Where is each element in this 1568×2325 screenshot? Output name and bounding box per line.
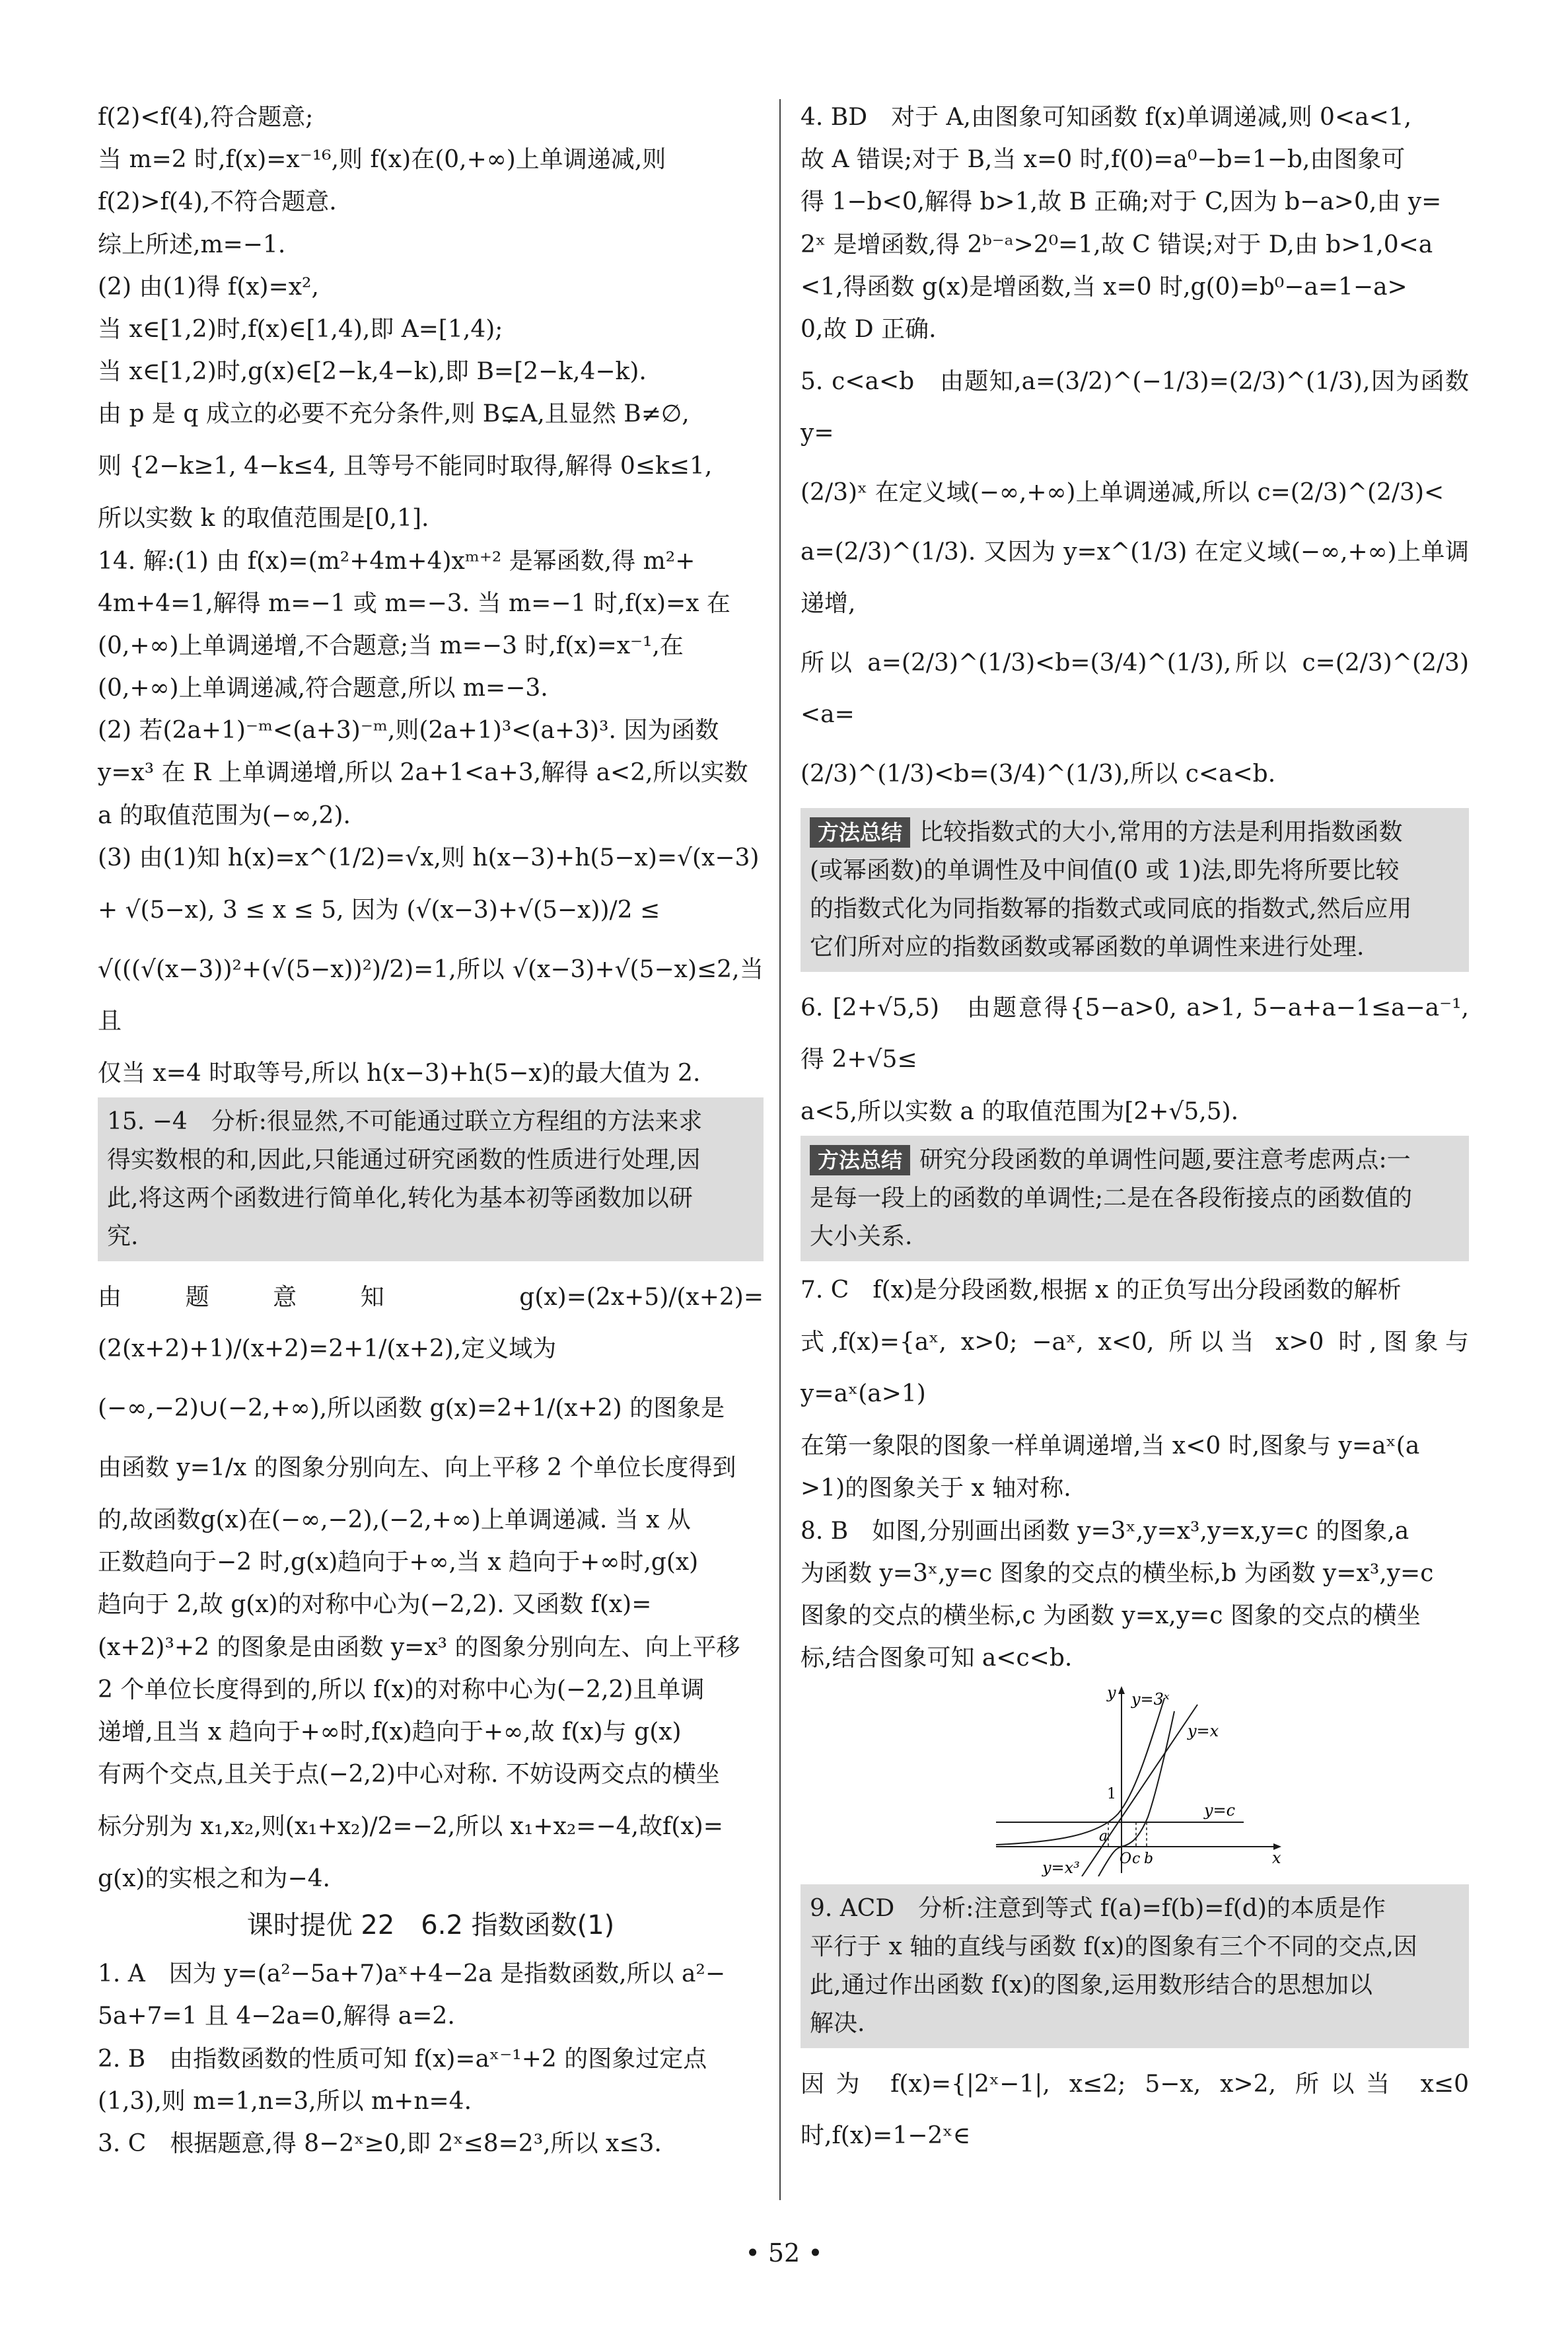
text-line: 由题意知 g(x)=(2x+5)/(x+2)=(2(x+2)+1)/(x+2)=2+1/(x+2),定义域为 xyxy=(98,1284,764,1362)
text-line: 0,故 D 正确. xyxy=(801,315,937,343)
text-line: 所以 a=(2/3)^(1/3)<b=(3/4)^(1/3),所以 c=(2/3)^(2/3)<a= xyxy=(801,649,1470,728)
text-line: 8. B 如图,分别画出函数 y=3ˣ,y=x³,y=x,y=c 的图象,a xyxy=(801,1517,1409,1545)
text-line: (1,3),则 m=1,n=3,所以 m+n=4. xyxy=(98,2087,472,2115)
one-label: 1 xyxy=(1107,1786,1116,1803)
text-line: 此,将这两个函数进行简单化,转化为基本初等函数加以研 xyxy=(107,1185,693,1212)
text-line: f(2)>f(4),不符合题意. xyxy=(98,188,337,216)
exp-curve-label: y=3ˣ xyxy=(1131,1690,1170,1709)
text-line: a 的取值范围为(−∞,2). xyxy=(98,801,351,829)
text-line: √(((√(x−3))²+(√(5−x))²)/2)=1,所以 √(x−3)+√(5−x)≤2,当且 xyxy=(98,955,764,1035)
text-line: 标,结合图象可知 a<c<b. xyxy=(801,1644,1073,1672)
text-line: 2 个单位长度得到的,所以 f(x)的对称中心为(−2,2)且单调 xyxy=(98,1676,705,1703)
text-line: 递增,且当 x 趋向于+∞时,f(x)趋向于+∞,故 f(x)与 g(x) xyxy=(98,1718,682,1746)
line-label: y=x xyxy=(1188,1722,1219,1741)
text-line: 平行于 x 轴的直线与函数 f(x)的图象有三个不同的交点,因 xyxy=(810,1933,1417,1961)
c-label: c xyxy=(1132,1851,1141,1868)
text-line: (3) 由(1)知 h(x)=x^(1/2)=√x,则 h(x−3)+h(5−x)=√(x−3) xyxy=(98,844,760,871)
text-line: 式,f(x)={aˣ, x>0; −aˣ, x<0, 所以当 x>0 时,图象与 y=aˣ(a>1) xyxy=(801,1329,1477,1408)
text-line: 它们所对应的指数函数或幂函数的单调性来进行处理. xyxy=(810,933,1365,961)
text-line: 故 A 错误;对于 B,当 x=0 时,f(0)=a⁰−b=1−b,由图象可 xyxy=(801,146,1406,174)
text-line: 当 x∈[1,2)时,f(x)∈[1,4),即 A=[1,4); xyxy=(98,315,503,343)
text-line: 2ˣ 是增函数,得 2ᵇ⁻ᵃ>2⁰=1,故 C 错误;对于 D,由 b>1,0<a xyxy=(801,231,1433,258)
text-line: >1)的图象关于 x 轴对称. xyxy=(801,1475,1071,1502)
text-line: 标分别为 x₁,x₂,则(x₁+x₂)/2=−2,所以 x₁+x₂=−4,故f(x)= xyxy=(98,1813,723,1841)
left-column xyxy=(98,99,764,2168)
const-label: y=c xyxy=(1204,1801,1236,1820)
column-divider xyxy=(779,99,781,2200)
x-axis-label: x xyxy=(1272,1849,1281,1868)
text-line: <1,得函数 g(x)是增函数,当 x=0 时,g(0)=b⁰−a=1−a> xyxy=(801,273,1408,301)
text-line: 9. ACD 分析:注意到等式 f(a)=f(b)=f(d)的本质是作 xyxy=(810,1895,1386,1923)
text-line: 4m+4=1,解得 m=−1 或 m=−3. 当 m=−1 时,f(x)=x 在 xyxy=(98,589,731,617)
text-line: 正数趋向于−2 时,g(x)趋向于+∞,当 x 趋向于+∞时,g(x) xyxy=(98,1549,699,1576)
text-line: 此,通过作出函数 f(x)的图象,运用数形结合的思想加以 xyxy=(810,1972,1373,1999)
method-tag: 方法总结 xyxy=(810,817,910,848)
text-line: 1. A 因为 y=(a²−5a+7)aˣ+4−2a 是指数函数,所以 a²− xyxy=(98,1960,726,1988)
method-summary-box-2 xyxy=(801,1136,1469,1261)
text-line: 得 1−b<0,解得 b>1,故 B 正确;对于 C,因为 b−a>0,由 y= xyxy=(801,188,1442,216)
text-line: + √(5−x), 3 ≤ x ≤ 5, 因为 (√(x−3)+√(5−x))/2 ≤ xyxy=(98,896,660,924)
text-line: 3. C 根据题意,得 8−2ˣ≥0,即 2ˣ≤8=2³,所以 x≤3. xyxy=(98,2129,662,2157)
text-line: (0,+∞)上单调递减,符合题意,所以 m=−3. xyxy=(98,675,548,702)
text-line: (或幂函数)的单调性及中间值(0 或 1)法,即先将所要比较 xyxy=(810,856,1400,884)
y-axis-arrow xyxy=(1118,1686,1125,1694)
text-line: 6. [2+√5,5) 由题意得{5−a>0, a>1, 5−a+a−1≤a−a⁻¹, 得 2+√5≤ xyxy=(801,994,1477,1073)
text-line: a<5,所以实数 a 的取值范围为[2+√5,5). xyxy=(801,1097,1239,1125)
text-line: 大小关系. xyxy=(810,1223,913,1251)
text-line: 5. c<a<b 由题知,a=(3/2)^(−1/3)=(2/3)^(1/3),因为函数 y= xyxy=(801,367,1477,447)
origin-label: O xyxy=(1120,1851,1132,1868)
text-line: 15. −4 分析:很显然,不可能通过联立方程组的方法来求 xyxy=(107,1108,703,1135)
method-tag: 方法总结 xyxy=(810,1145,910,1175)
cubic-label: y=x³ xyxy=(1042,1859,1080,1877)
text-line: (2) 由(1)得 f(x)=x², xyxy=(98,273,319,301)
text-line: 仅当 x=4 时取等号,所以 h(x−3)+h(5−x)的最大值为 2. xyxy=(98,1059,701,1087)
text-line: (−∞,−2)∪(−2,+∞),所以函数 g(x)=2+1/(x+2) 的图象是 xyxy=(98,1395,725,1422)
text-line: 4. BD 对于 A,由图象可知函数 f(x)单调递减,则 0<a<1, xyxy=(801,104,1412,131)
text-line: 的指数式化为同指数幂的指数式或同底的指数式,然后应用 xyxy=(810,895,1412,922)
text-line: 14. 解:(1) 由 f(x)=(m²+4m+4)xᵐ⁺² 是幂函数,得 m²+ xyxy=(98,547,695,575)
text-line: 由 p 是 q 成立的必要不充分条件,则 B⊊A,且显然 B≠∅, xyxy=(98,400,690,428)
text-line: 2. B 由指数函数的性质可知 f(x)=aˣ⁻¹+2 的图象过定点 xyxy=(98,2045,707,2073)
method-summary-box-1 xyxy=(801,808,1469,972)
text-line: (0,+∞)上单调递增,不合题意;当 m=−3 时,f(x)=x⁻¹,在 xyxy=(98,632,684,659)
y-axis-label: y xyxy=(1107,1685,1116,1703)
text-line: 是每一段上的函数的单调性;二是在各段衔接点的函数值的 xyxy=(810,1185,1413,1212)
page-number: • 52 • xyxy=(745,2238,823,2268)
text-line: 比较指数式的大小,常用的方法是利用指数函数 xyxy=(919,818,1403,846)
text-line: 当 m=2 时,f(x)=x⁻¹⁶,则 f(x)在(0,+∞)上单调递减,则 xyxy=(98,146,666,174)
text-line: (2/3)ˣ 在定义域(−∞,+∞)上单调递减,所以 c=(2/3)^(2/3)< xyxy=(801,478,1444,506)
text-line: 有两个交点,且关于点(−2,2)中心对称. 不妨设两交点的横坐 xyxy=(98,1761,720,1789)
text-line: (2) 若(2a+1)⁻ᵐ<(a+3)⁻ᵐ,则(2a+1)³<(a+3)³. 因为函数 xyxy=(98,717,719,745)
text-line: 在第一象限的图象一样单调递增,当 x<0 时,图象与 y=aˣ(a xyxy=(801,1432,1420,1460)
text-line: a=(2/3)^(1/3). 又因为 y=x^(1/3) 在定义域(−∞,+∞)上单调递增, xyxy=(801,538,1469,617)
text-line: 则 {2−k≥1, 4−k≤4, 且等号不能同时取得,解得 0≤k≤1, xyxy=(98,453,713,480)
section-title: 课时提优 22 6.2 指数函数(1) xyxy=(246,1910,615,1941)
analysis-box-15 xyxy=(98,1097,764,1261)
analysis-box-9 xyxy=(801,1884,1469,2048)
text-line: 由函数 y=1/x 的图象分别向左、向上平移 2 个单位长度得到 xyxy=(98,1454,736,1481)
a-label: a xyxy=(1099,1828,1108,1845)
text-line: g(x)的实根之和为−4. xyxy=(98,1865,330,1893)
function-graph xyxy=(983,1685,1287,1876)
text-line: 的,故函数g(x)在(−∞,−2),(−2,+∞)上单调递减. 当 x 从 xyxy=(98,1506,691,1533)
text-line: 综上所述,m=−1. xyxy=(98,231,286,258)
text-line: y=x³ 在 R 上单调递增,所以 2a+1<a+3,解得 a<2,所以实数 xyxy=(98,759,748,787)
text-line: 5a+7=1 且 4−2a=0,解得 a=2. xyxy=(98,2003,455,2030)
text-line: 解决. xyxy=(810,2010,865,2038)
text-line: 为函数 y=3ˣ,y=c 图象的交点的横坐标,b 为函数 y=x³,y=c xyxy=(801,1559,1434,1587)
text-line: 得实数根的和,因此,只能通过研究函数的性质进行处理,因 xyxy=(107,1146,701,1173)
text-line: 研究分段函数的单调性问题,要注意考虑两点:一 xyxy=(919,1146,1411,1174)
right-column xyxy=(801,99,1477,2170)
b-label: b xyxy=(1144,1851,1154,1868)
text-line: 究. xyxy=(107,1223,139,1250)
text-line: (2/3)^(1/3)<b=(3/4)^(1/3),所以 c<a<b. xyxy=(801,760,1276,788)
text-line: 所以实数 k 的取值范围是[0,1]. xyxy=(98,505,429,533)
text-line: f(2)<f(4),符合题意; xyxy=(98,104,314,131)
text-line: 趋向于 2,故 g(x)的对称中心为(−2,2). 又函数 f(x)= xyxy=(98,1591,652,1619)
text-line: 7. C f(x)是分段函数,根据 x 的正负写出分段函数的解析 xyxy=(801,1276,1402,1304)
text-line: 当 x∈[1,2)时,g(x)∈[2−k,4−k),即 B=[2−k,4−k). xyxy=(98,358,647,386)
text-line: 图象的交点的横坐标,c 为函数 y=x,y=c 图象的交点的横坐 xyxy=(801,1602,1421,1629)
text-line: (x+2)³+2 的图象是由函数 y=x³ 的图象分别向左、向上平移 xyxy=(98,1633,740,1661)
text-line: 因为 f(x)={|2ˣ−1|, x≤2; 5−x, x>2, 所以当 x≤0 时,f(x)=1−2ˣ∈ xyxy=(801,2071,1477,2150)
